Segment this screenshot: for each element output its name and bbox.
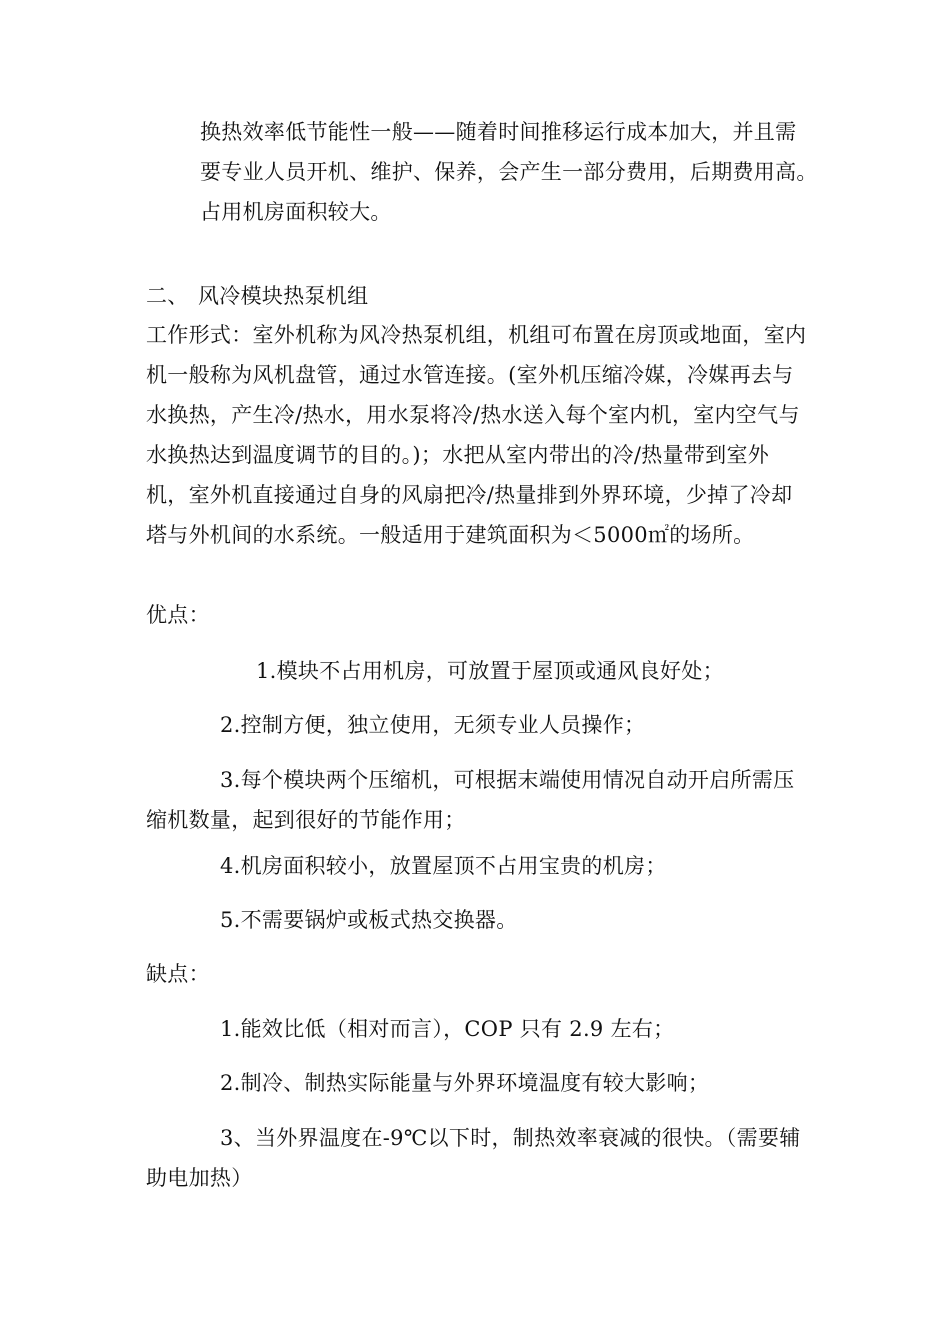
advantage-item: 1.模块不占用机房，可放置于屋顶或通风良好处； xyxy=(256,659,724,683)
section-title: 风冷模块热泵机组 xyxy=(198,284,369,308)
section-number: 二、 xyxy=(146,284,189,308)
disadvantage-item: 3、当外界温度在-9℃以下时，制热效率衰减的很快。（需要辅助电加热） xyxy=(146,1126,801,1190)
section-heading xyxy=(146,276,806,316)
disadvantage-item: 1.能效比低（相对而言），COP 只有 2.9 左右； xyxy=(220,1017,675,1041)
work-form-paragraph: 工作形式：室外机称为风冷热泵机组，机组可布置在房顶或地面，室内机一般称为风机盘管，通过水管连接。(室外机压缩冷媒，冷媒再去与水换热，产生冷/热水，用水泵将冷/热水送入每个室内机，室内空气与水换热达到温度调节的目的。)；水把从室内带出的冷/热量带到室外机，室外机直接通过自身的风扇把冷/热量排到外界环境，少掉了冷却塔与外机间的水系统。一般适用于建筑面积为＜5000㎡的场所。 xyxy=(146,323,807,547)
intro-paragraph: 换热效率低节能性一般——随着时间推移运行成本加大，并且需要专业人员开机、维护、保养，会产生一部分费用，后期费用高。 占用机房面积较大。 xyxy=(200,120,836,224)
advantage-item: 2.控制方便，独立使用，无须专业人员操作； xyxy=(220,713,646,737)
advantages-label: 优点： xyxy=(146,603,210,627)
advantage-item: 5.不需要锅炉或板式热交换器。 xyxy=(220,908,518,932)
advantage-item: 4.机房面积较小，放置屋顶不占用宝贵的机房； xyxy=(220,854,667,878)
disadvantages-label: 缺点： xyxy=(146,962,210,986)
disadvantage-item: 2.制冷、制热实际能量与外界环境温度有较大影响； xyxy=(220,1071,710,1095)
advantage-item: 3.每个模块两个压缩机，可根据末端使用情况自动开启所需压缩机数量，起到很好的节能作用； xyxy=(146,768,795,832)
